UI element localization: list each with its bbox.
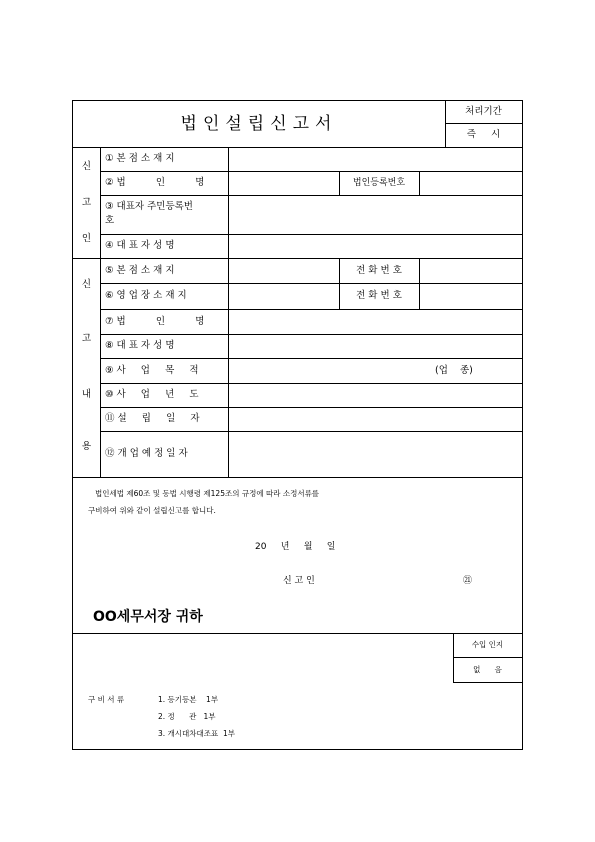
row-divider (100, 171, 522, 172)
stamp-fee-value: 없 음 (473, 664, 502, 674)
field-label-est-date: ⑪ 설 립 일 자 (105, 413, 200, 424)
field-label-phone-1: 전 화 번 호 (356, 264, 402, 276)
field-label-rep-name: ④ 대 표 자 성 명 (105, 240, 175, 251)
field-label-phone-2: 전 화 번 호 (356, 290, 402, 301)
report-side-label-1: 신 (81, 279, 92, 290)
row-divider (100, 407, 522, 408)
row-divider (73, 477, 522, 478)
attachment-item: 3. 개시대차대조표 1부 (158, 729, 236, 738)
row-divider (453, 682, 522, 683)
field-label-rep-id-cont: 호 (105, 215, 115, 226)
field-label-hq-address: ① 본 점 소 재 지 (105, 153, 175, 164)
field-label-industry: (업 종) (435, 365, 473, 376)
column-divider (228, 147, 229, 477)
row-divider (73, 147, 522, 148)
row-divider (73, 258, 522, 259)
report-side-label-3: 내 (81, 389, 92, 400)
stamp-fee-label: 수입 인지 (471, 640, 504, 649)
statement-reporter: 신 고 인 (283, 576, 315, 586)
report-side-label-4: 용 (81, 441, 92, 452)
processing-period-value: 즉 시 (466, 129, 501, 140)
processing-period-label: 처리기간 (465, 106, 502, 117)
column-divider (100, 147, 101, 477)
row-divider (445, 123, 522, 124)
row-divider (100, 195, 522, 196)
attachment-item: 2. 정 관 1부 (158, 712, 216, 721)
field-label-purpose: ⑨ 사 업 목 적 (105, 365, 199, 376)
row-divider (100, 383, 522, 384)
form-title: 법인설립신고서 (180, 114, 338, 134)
report-side-label-2: 고 (81, 333, 92, 344)
row-divider (100, 358, 522, 359)
statement-date: 20 년 월 일 (255, 542, 336, 552)
field-label-rep-id: ③ 대표자 주민등록번 (105, 201, 193, 212)
attachments-label: 구 비 서 류 (88, 695, 125, 704)
row-divider (100, 334, 522, 335)
statement-line-2: 구비하여 위와 같이 설립신고를 합니다. (88, 506, 216, 515)
field-label-report-corp-name: ⑦ 법 인 명 (105, 316, 205, 327)
field-label-open-date: ⑫ 개 업 예 정 일 자 (105, 448, 188, 459)
reporter-side-label-3: 인 (81, 233, 92, 244)
field-label-biz-year: ⑩ 사 업 년 도 (105, 389, 199, 400)
addressee: OO세무서장 귀하 (93, 609, 203, 625)
field-label-report-rep-name: ⑧ 대 표 자 성 명 (105, 340, 175, 351)
row-divider (100, 431, 522, 432)
column-divider (419, 258, 420, 309)
seal-mark: ㉑ (463, 576, 473, 586)
field-label-office-address: ⑥ 영 업 장 소 재 지 (105, 290, 187, 301)
column-divider (419, 171, 420, 195)
attachment-item: 1. 등기등본 1부 (158, 695, 219, 704)
reporter-side-label-1: 신 (81, 161, 92, 172)
field-label-corp-name: ② 법 인 명 (105, 177, 205, 188)
row-divider (100, 309, 522, 310)
statement-line-1: 법인세법 제60조 및 동법 시행령 제125조의 규정에 따라 소정서류를 (95, 489, 320, 498)
corporation-establishment-report-form (72, 100, 523, 750)
field-label-report-hq-address: ⑤ 본 점 소 재 지 (105, 265, 175, 276)
row-divider (100, 283, 522, 284)
row-divider (100, 234, 522, 235)
field-label-corp-reg-no: 법인등록번호 (352, 178, 406, 188)
reporter-side-label-2: 고 (81, 197, 92, 208)
